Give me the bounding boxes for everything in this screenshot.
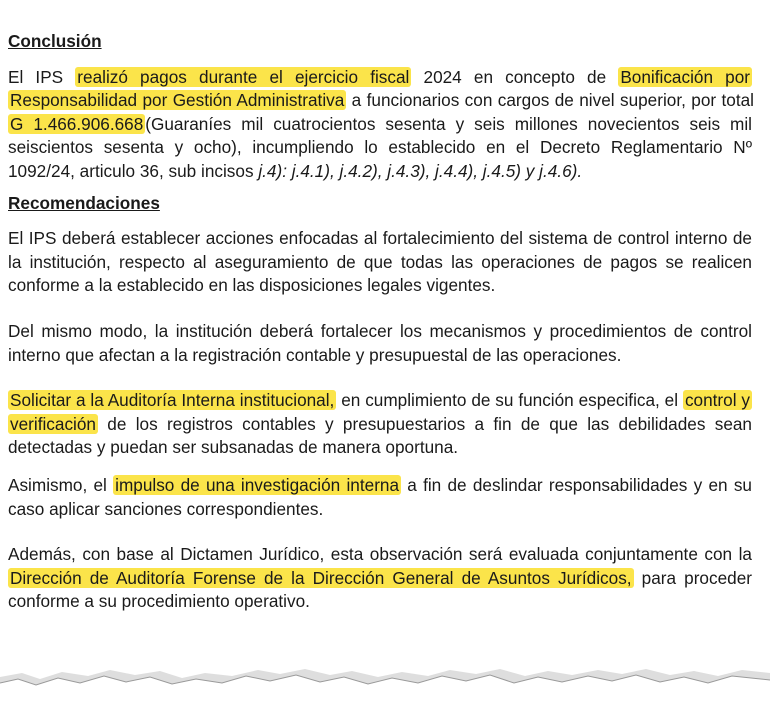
text-run: a fin de deslindar responsabilidades y en su caso aplicar sanciones correspondientes.: [8, 474, 752, 519]
highlighted-text: Bonificación por Responsabilidad por Gestión Administrativa: [10, 66, 750, 111]
torn-paper-edge: [0, 643, 770, 703]
text-run: (Guaraníes mil cuatrocientos sesenta y seis millones novecientos seis mil seiscientos sesenta y ocho), incumpliendo lo establecido en el Decreto Reglamentario Nº 1092/24, articulo 36, sub incisos: [8, 113, 752, 181]
text-run: Además, con base al Dictamen Jurídico, esta observación será evaluada conjuntamente con la: [8, 544, 752, 565]
highlighted-text: impulso de una investigación interna: [115, 474, 400, 495]
text-run: en cumplimiento de su función especifica, el: [336, 390, 683, 411]
conclusion-paragraph: [8, 66, 752, 184]
text-run: 2024 en concepto de: [411, 66, 619, 87]
highlighted-text: Solicitar a la Auditoría Interna institucional,: [10, 390, 335, 411]
highlighted-text: realizó pagos durante el ejercicio fiscal: [77, 66, 410, 87]
text-run: El IPS: [8, 66, 76, 87]
conclusion-heading: Conclusión: [8, 31, 102, 51]
document-body: [8, 30, 752, 636]
text-run: Asimismo, el: [8, 474, 114, 495]
highlighted-text: Dirección de Auditoría Forense de la Dirección General de Asuntos Jurídicos,: [10, 567, 632, 588]
text-run: de los registros contables y presupuestarios a fin de que las debilidades sean detectadas y puedan ser subsanadas de manera oportuna.: [8, 413, 752, 458]
highlighted-amount: G 1.466.906.668: [10, 113, 144, 134]
recommendation-paragraph-1: El IPS deberá establecer acciones enfocadas al fortalecimiento del sistema de control interno de la institución, respecto al aseguramiento de que todas las operaciones de pagos se realicen conforme a la establecido en las disposiciones legales vigentes.: [8, 228, 752, 296]
recommendation-paragraph-4: [8, 474, 752, 521]
highlighted-text: control y verificación: [10, 390, 750, 434]
recommendation-paragraph-3: [8, 389, 752, 460]
recommendation-paragraph-5: [8, 543, 752, 614]
italic-text: j.4): j.4.1), j.4.2), j.4.3), j.4.4), j.4.5) y j.4.6).: [258, 160, 583, 181]
text-run: para proceder conforme a su procedimiento operativo.: [8, 567, 752, 612]
recommendations-heading: Recomendaciones: [8, 192, 160, 213]
recommendation-paragraph-2: Del mismo modo, la institución deberá fortalecer los mecanismos y procedimientos de control interno que afectan a la registración contable y presupuestal de las operaciones.: [8, 320, 752, 365]
text-run: a funcionarios con cargos de nivel superior, por total: [346, 90, 754, 111]
